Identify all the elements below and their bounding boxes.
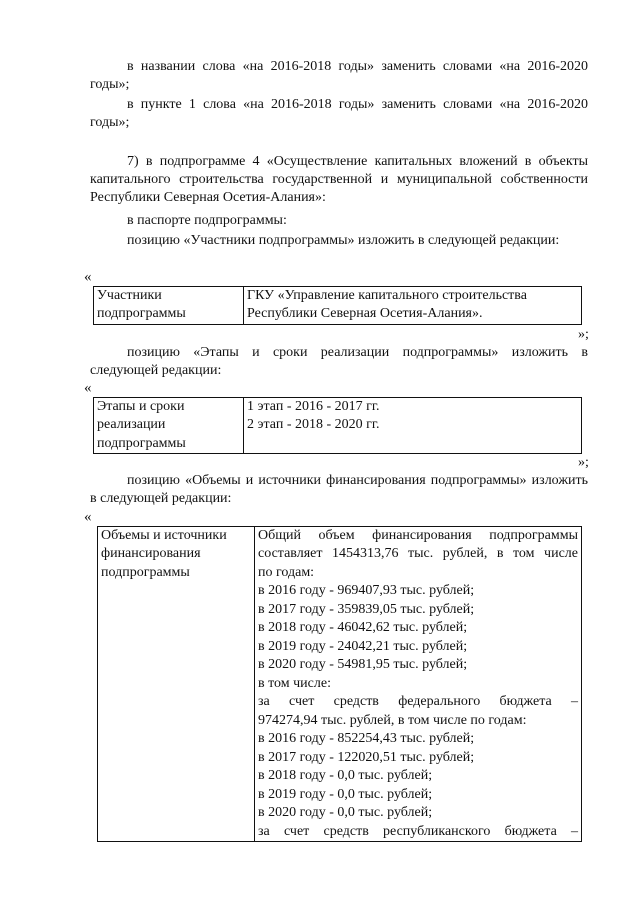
table-value-line: в 2017 году - 122020,51 тыс. рублей; bbox=[258, 749, 475, 765]
table-value-line: в 2019 году - 24042,21 тыс. рублей; bbox=[258, 638, 468, 654]
participants-table bbox=[93, 286, 582, 325]
table-label-cell bbox=[98, 527, 255, 842]
funding-table bbox=[97, 526, 582, 842]
table-value-cell bbox=[244, 398, 582, 454]
table-label-line: подпрограммы bbox=[97, 435, 186, 451]
table-value-line: 1 этап - 2016 - 2017 гг. bbox=[247, 399, 380, 414]
table-value-line: в 2017 году - 359839,05 тыс. рублей; bbox=[258, 601, 475, 617]
paragraph-title-change: в названии слова «на 2016-2018 годы» заменить словами «на 2016-2020 годы»; bbox=[90, 59, 588, 93]
table-label-line: реализации bbox=[97, 417, 166, 433]
table-value-line: ГКУ «Управление капитального строительства bbox=[247, 288, 527, 303]
table-value-line: за счет средств республиканского бюджета – bbox=[258, 823, 578, 839]
opening-quote: « bbox=[84, 269, 92, 285]
table-value-line: в 2016 году - 969407,93 тыс. рублей; bbox=[258, 583, 475, 599]
table-value-line: за счет средств федерального бюджета – bbox=[258, 694, 578, 710]
table-row bbox=[94, 287, 582, 325]
table-label-cell bbox=[94, 287, 244, 325]
closing-quote: »; bbox=[578, 455, 589, 470]
table-value-line: в 2019 году - 0,0 тыс. рублей; bbox=[258, 786, 433, 802]
closing-quote: »; bbox=[578, 327, 589, 342]
table-value-line: по годам: bbox=[258, 564, 315, 580]
paragraph-subprogram-4: 7) в подпрограмме 4 «Осуществление капитальных вложений в объекты капитального строительства государственной и муниципальной собственности Республики Северная Осетия-Алания»: bbox=[90, 154, 588, 206]
table-value-line: в 2020 году - 0,0 тыс. рублей; bbox=[258, 805, 433, 821]
table-value-line: в 2020 году - 54981,95 тыс. рублей; bbox=[258, 657, 468, 673]
paragraph-participants-position: позицию «Участники подпрограммы» изложить в следующей редакции: bbox=[127, 233, 560, 248]
table-value-line: составляет 1454313,76 тыс. рублей, в том числе bbox=[258, 546, 578, 562]
stages-table bbox=[93, 397, 582, 454]
opening-quote: « bbox=[84, 509, 92, 525]
table-value-line: Общий объем финансирования подпрограммы bbox=[258, 528, 578, 543]
paragraph-funding-position: позицию «Объемы и источники финансирования подпрограммы» изложить в следующей редакции: bbox=[90, 473, 588, 507]
table-value-line: в 2016 году - 852254,43 тыс. рублей; bbox=[258, 731, 475, 747]
table-value-line: в том числе: bbox=[258, 675, 331, 691]
table-label-line: финансирования bbox=[101, 546, 201, 562]
table-row bbox=[98, 527, 582, 842]
table-value-line: 2 этап - 2018 - 2020 гг. bbox=[247, 417, 380, 433]
table-label-line: Этапы и сроки bbox=[97, 399, 185, 414]
table-value-line: в 2018 году - 46042,62 тыс. рублей; bbox=[258, 620, 468, 636]
table-value-line: 974274,94 тыс. рублей, в том числе по годам: bbox=[258, 712, 527, 728]
table-value-line: в 2018 году - 0,0 тыс. рублей; bbox=[258, 768, 433, 784]
paragraph-stages-position: позицию «Этапы и сроки реализации подпрограммы» изложить в следующей редакции: bbox=[90, 345, 588, 379]
table-value-cell bbox=[244, 287, 582, 325]
table-label-line: подпрограммы bbox=[97, 306, 186, 322]
table-row bbox=[94, 398, 582, 454]
table-label-cell bbox=[94, 398, 244, 454]
paragraph-passport: в паспорте подпрограммы: bbox=[127, 213, 287, 228]
table-value-cell bbox=[255, 527, 582, 842]
paragraph-item1-change: в пункте 1 слова «на 2016-2018 годы» заменить словами «на 2016-2020 годы»; bbox=[90, 97, 588, 131]
table-label-line: подпрограммы bbox=[101, 564, 190, 580]
table-label-line: Участники bbox=[97, 288, 162, 303]
table-label-line: Объемы и источники bbox=[101, 528, 227, 543]
table-value-line: Республики Северная Осетия-Алания». bbox=[247, 306, 483, 322]
opening-quote: « bbox=[84, 380, 92, 396]
